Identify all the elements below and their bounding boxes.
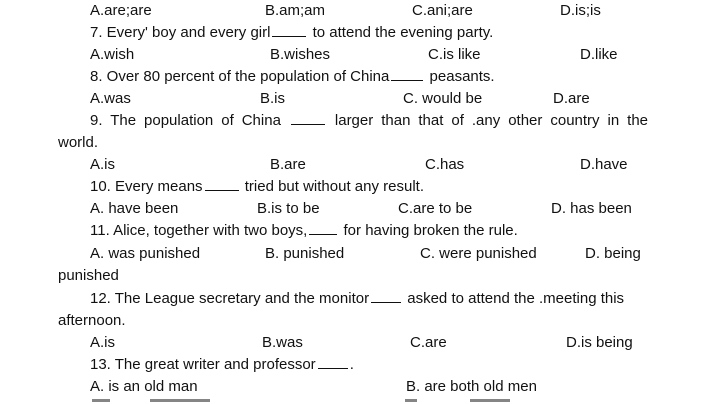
option-a: A.wish xyxy=(90,46,135,63)
option-d: D.is being xyxy=(566,334,633,351)
option-d: D.like xyxy=(580,46,618,63)
question-13-text-end: . xyxy=(349,356,354,373)
options-row-6 xyxy=(0,0,720,22)
option-a: A. is an old man xyxy=(90,378,198,395)
option-c: C. were punished xyxy=(420,245,537,262)
text-fragment xyxy=(470,399,510,402)
options-row-9 xyxy=(0,154,720,176)
option-b: B. punished xyxy=(265,245,345,262)
question-12-text-end: asked to attend the .meeting this xyxy=(407,290,625,307)
option-c: C. would be xyxy=(403,90,483,107)
question-12-continued xyxy=(0,310,720,332)
option-c: C.ani;are xyxy=(412,2,473,19)
answer-blank xyxy=(391,66,423,81)
question-10 xyxy=(0,176,720,198)
option-a: A.is xyxy=(90,156,116,173)
question-13-text: 13. The great writer and professor xyxy=(90,356,316,373)
option-d: D.have xyxy=(580,156,628,173)
option-d: D.are xyxy=(553,90,590,107)
question-9-text-end: larger than that of .any other country in the xyxy=(334,112,649,129)
option-b: B.is xyxy=(260,90,286,107)
option-d: D. being xyxy=(585,245,641,262)
question-11 xyxy=(0,220,720,242)
option-d: D. has been xyxy=(551,200,632,217)
option-b: B.was xyxy=(262,334,303,351)
answer-blank xyxy=(309,220,337,235)
question-7-text: 7. Every' boy and every girl xyxy=(90,24,271,41)
options-row-7 xyxy=(0,44,720,66)
question-8 xyxy=(0,66,720,88)
options-row-11-continued xyxy=(0,265,720,287)
option-d-wrap: punished xyxy=(58,267,119,284)
option-a: A.are;are xyxy=(90,2,152,19)
question-9-text: 9. The population of China xyxy=(90,112,281,129)
options-row-13 xyxy=(0,376,720,398)
question-10-text-end: tried but without any result. xyxy=(244,178,424,195)
option-a: A. was punished xyxy=(90,245,201,262)
question-10-text: 10. Every means xyxy=(90,178,203,195)
question-9-wrap: world. xyxy=(58,134,99,151)
text-fragment xyxy=(405,399,417,402)
option-a: A.is xyxy=(90,334,116,351)
text-fragment xyxy=(92,399,110,402)
question-9 xyxy=(0,110,720,132)
question-7-text-end: to attend the evening party. xyxy=(312,24,494,41)
options-row-10 xyxy=(0,198,720,220)
question-12-text: 12. The League secretary and the monitor xyxy=(90,290,370,307)
options-row-11 xyxy=(0,243,720,265)
question-7 xyxy=(0,22,720,44)
answer-blank xyxy=(371,288,401,303)
answer-blank xyxy=(318,354,348,369)
question-12 xyxy=(0,288,720,310)
option-b: B.is to be xyxy=(257,200,320,217)
question-11-text: 11. Alice, together with two boys, xyxy=(90,222,308,239)
option-b: B.are xyxy=(270,156,306,173)
option-a: A. have been xyxy=(90,200,179,217)
question-11-text-end: for having broken the rule. xyxy=(343,222,518,239)
answer-blank xyxy=(291,110,325,125)
options-row-12 xyxy=(0,332,720,354)
option-b: B.am;am xyxy=(265,2,326,19)
option-c: C.is like xyxy=(428,46,481,63)
question-8-text: 8. Over 80 percent of the population of China xyxy=(90,68,390,85)
question-12-wrap: afternoon. xyxy=(58,312,126,329)
option-c: C.has xyxy=(425,156,465,173)
cropped-line-fragments xyxy=(0,396,720,404)
text-fragment xyxy=(150,399,210,402)
question-8-text-end: peasants. xyxy=(429,68,495,85)
option-a: A.was xyxy=(90,90,131,107)
option-b: B.wishes xyxy=(270,46,331,63)
option-b: B. are both old men xyxy=(406,378,537,395)
question-13 xyxy=(0,354,720,376)
answer-blank xyxy=(272,22,306,37)
answer-blank xyxy=(205,176,239,191)
option-d: D.is;is xyxy=(560,2,601,19)
option-c: C.are to be xyxy=(398,200,473,217)
options-row-8 xyxy=(0,88,720,110)
question-9-continued xyxy=(0,132,720,154)
option-c: C.are xyxy=(410,334,447,351)
